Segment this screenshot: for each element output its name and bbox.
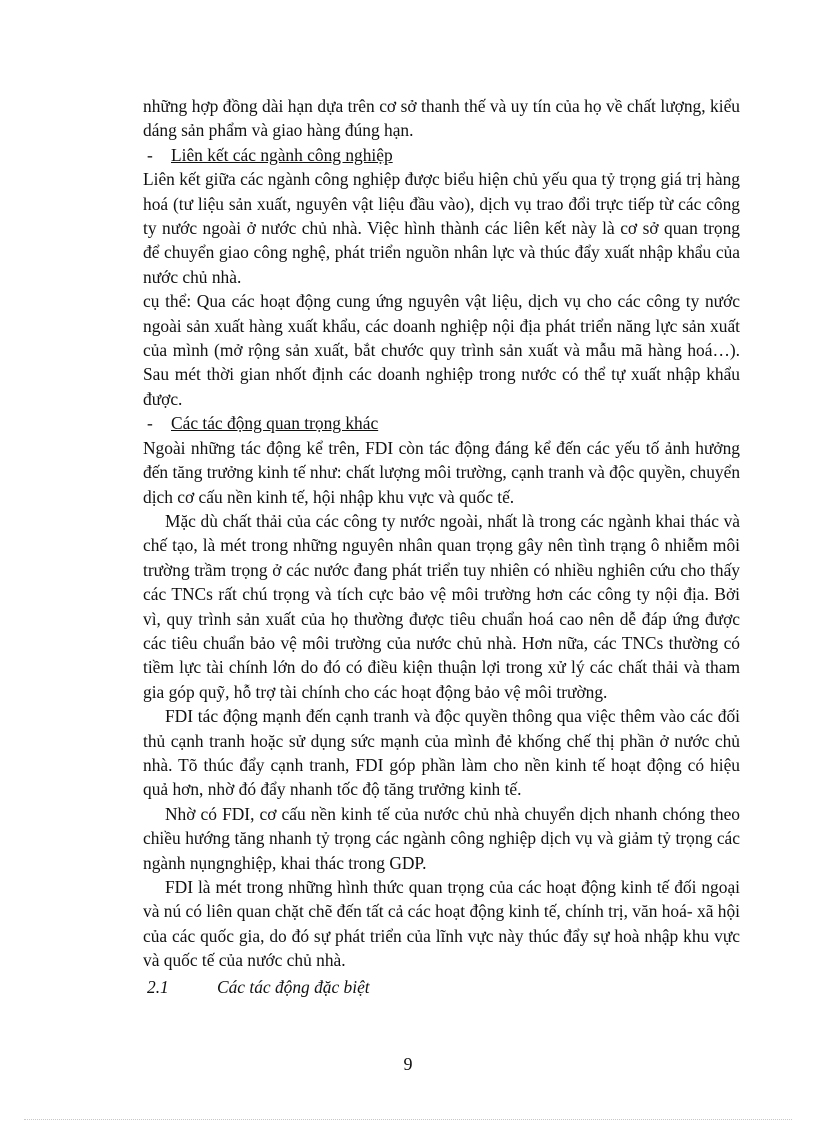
paragraph: FDI là mét trong những hình thức quan trọng của các hoạt động kinh tế đối ngoại và nú có liên quan chặt chẽ đến tất cả các hoạt động kinh tế, chính trị, văn hoá- xã hội của các quốc gia, do đó sự phát triển của lĩnh vực này thúc đẩy sự hoà nhập khu vực và quốc tế của nước chủ nhà. bbox=[143, 877, 740, 971]
bullet-marker: - bbox=[147, 144, 153, 165]
paragraph: cụ thể: Qua các hoạt động cung ứng nguyên vật liệu, dịch vụ cho các công ty nước ngoài sản xuất hàng xuất khẩu, các doanh nghiệp nội địa phát triển năng lực sản xuất của mình (mở rộng sản xuất, bắt chước quy trình sản xuất và mẫu mã hàng hoá…). Sau mét thời gian nhốt định các doanh nghiệp trong nước có thể tự xuất nhập khẩu được. bbox=[143, 291, 740, 409]
page-bottom-divider bbox=[24, 1119, 792, 1120]
bullet-heading bbox=[143, 411, 740, 435]
bullet-heading bbox=[143, 143, 740, 167]
section-title: Các tác động đặc biệt bbox=[217, 976, 370, 997]
bullet-marker: - bbox=[147, 413, 153, 434]
bullet-heading-text: Các tác động quan trọng khác bbox=[171, 413, 379, 434]
paragraph: Nhờ có FDI, cơ cấu nền kinh tế của nước chủ nhà chuyển dịch nhanh chóng theo chiều hướng tăng nhanh tỷ trọng các ngành công nghiệp dịch vụ và giảm tỷ trọng các ngành nụngnghiệp, khai thác trong GDP. bbox=[143, 803, 740, 873]
paragraph: Ngoài những tác động kể trên, FDI còn tác động đáng kể đến các yếu tố ảnh hưởng đến tăng trưởng kinh tế như: chất lượng môi trường, cạnh tranh và độc quyền, chuyển dịch cơ cấu nền kinh tế, hội nhập khu vực và quốc tế. bbox=[143, 437, 741, 507]
paragraph: những hợp đồng dài hạn dựa trên cơ sở thanh thế và uy tín của họ về chất lượng, kiểu dáng sản phẩm và giao hàng đúng hạn. bbox=[143, 96, 740, 141]
page-number: 9 bbox=[403, 1054, 413, 1074]
paragraph: FDI tác động mạnh đến cạnh tranh và độc quyền thông qua việc thêm vào các đối thủ cạnh tranh hoặc sử dụng sức mạnh của mình đẻ khống chế thị phần ở nước chủ nhà. Tõ thúc đẩy cạnh tranh, FDI góp phần làm cho nền kinh tế hoạt động có hiệu quả hơn, nhờ đó đẩy nhanh tốc độ tăng trưởng kinh tế. bbox=[143, 706, 740, 800]
paragraph: Liên kết giữa các ngành công nghiệp được biểu hiện chủ yếu qua tỷ trọng giá trị hàng hoá (tư liệu sản xuất, nguyên vật liệu đầu vào), dịch vụ trao đổi trực tiếp từ các công ty nước ngoài ở nước chủ nhà. Việc hình thành các liên kết này là cơ sở quan trọng để chuyển giao công nghệ, phát triển nguồn nhân lực và thúc đẩy xuất nhập khẩu của nước chủ nhà. bbox=[143, 169, 740, 287]
paragraph: Mặc dù chất thải của các công ty nước ngoài, nhất là trong các ngành khai thác và chế tạo, là mét trong những nguyên nhân quan trọng gây nên tình trạng ô nhiễm môi trường trầm trọng ở các nước đang phát triển tuy nhiên có nhiều nghiên cứu cho thấy các TNCs rất chú trọng và tích cực bảo vệ môi trường hơn các công ty nội địa. Bởi vì, quy trình sản xuất của họ thường được tiêu chuẩn hoá cao nên dễ đáp ứng được các tiêu chuẩn bảo vệ môi trường của nước chủ nhà. Hơn nữa, các TNCs thường có tiềm lực tài chính lớn do đó có điều kiện thuận lợi trong xử lý các chất thải và tham gia góp quỹ, hỗ trợ tài chính cho các hoạt động bảo vệ môi trường. bbox=[143, 510, 740, 702]
bullet-heading-text: Liên kết các ngành công nghiệp bbox=[171, 144, 393, 165]
page-body bbox=[143, 94, 740, 999]
section-number: 2.1 bbox=[147, 976, 169, 997]
section-heading bbox=[143, 975, 740, 999]
